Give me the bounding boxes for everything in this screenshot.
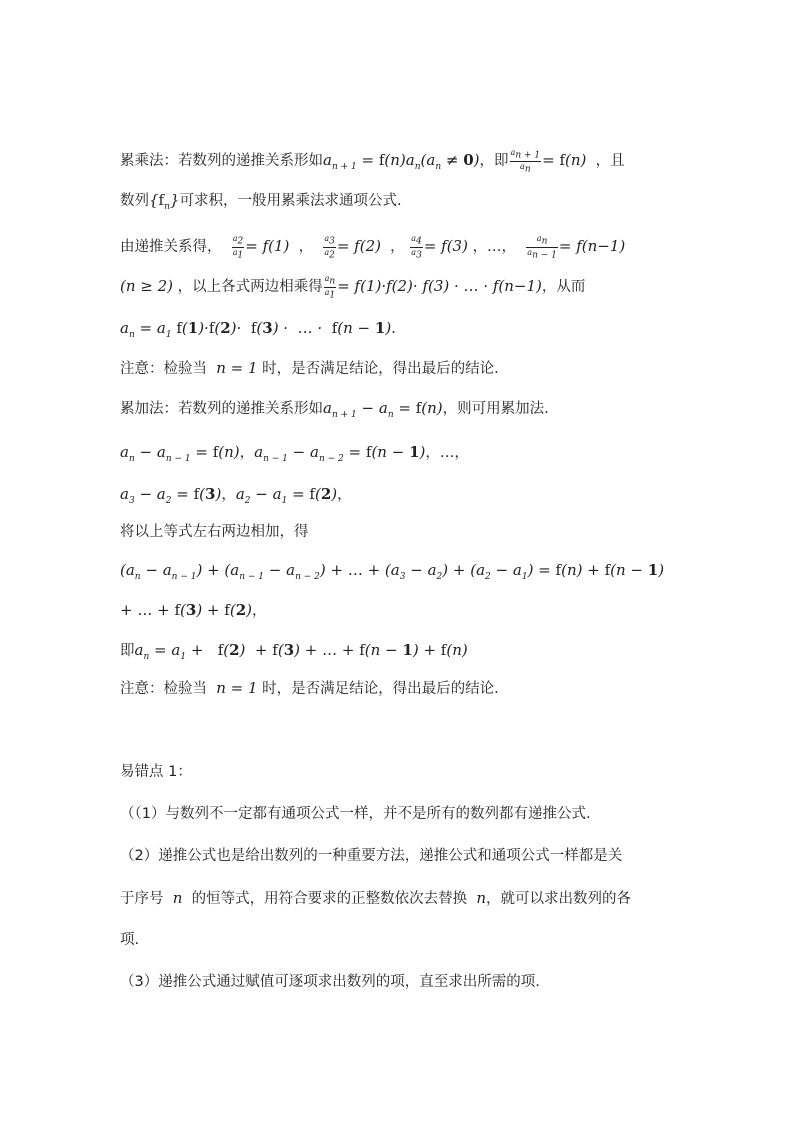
leijia-l3: 将以上等式左右两边相加，得	[120, 524, 309, 540]
leicheng-line-2	[120, 190, 402, 217]
leijia-l2: $a_3 - a_2 = f(3)$，$a_2 - a_1 = f(2)$，	[120, 485, 352, 506]
leijia-l2-math: $a_3 - a_2 = f(3)$	[120, 485, 222, 506]
fn-set: $\{f_n\}$	[149, 191, 180, 212]
pitfall-p2b	[120, 888, 631, 909]
leicheng-label: 累乘法	[120, 153, 164, 170]
note-2	[120, 678, 499, 699]
eq-2: = f(2)	[336, 237, 381, 256]
leicheng-line-1	[120, 148, 625, 177]
ratio-a2-a1: $\frac{a_2}{a_1}$	[232, 234, 244, 261]
leijia-l1-math: $a_n - a_{n - 1} = f(n)$	[120, 443, 240, 464]
note1-cond: n = 1	[216, 359, 258, 377]
leijia-l4-math: $(a_n - a_{n - 1}) + (a_{n - 1} - a_{n - 2})$ + … + $(a_3 - a_2) + (a_2 - a_1) = f(n) + f(n - 1)$	[120, 561, 665, 582]
pitfall-p2c: 项.	[120, 932, 140, 948]
result-formula: $a_n = a_1$ f(1)·f(2)· f(3) · … · f(n − 1).	[120, 319, 396, 340]
p2b-text-1: 于序号	[120, 891, 164, 907]
cond-n-ge-2: (n ≥ 2)	[120, 277, 174, 296]
pitfall-title: 易错点 1：	[120, 764, 192, 780]
leicheng-formula: $a_{n + 1} = f(n)a_n(a_n \ne 0)$	[323, 151, 480, 173]
line2-text-a: 数列	[120, 193, 149, 209]
dots: ，…，	[472, 239, 517, 256]
pitfall-p3: （3）递推公式通过赋值可逐项求出数列的项，直至求出所需的项.	[120, 974, 540, 990]
note-1	[120, 358, 499, 379]
eq-n: = f(n−1)	[558, 237, 626, 256]
note2-cond: n = 1	[216, 679, 258, 697]
ratio-a3-a2: $\frac{a_3}{a_2}$	[324, 234, 335, 261]
product-formula: = f(1)·f(2)· f(3) · … · f(n−1)	[337, 277, 542, 296]
ratio-rhs: = f(n)	[542, 151, 587, 170]
line2-text-b: 可求积，一般用累乘法求通项公式.	[179, 193, 402, 209]
pitfall-p1: （（1）与数列不一定都有通项公式一样，并不是所有的数列都有递推公式.	[120, 806, 591, 822]
leijia-l1-math2: $a_{n - 1} - a_{n - 2} = f(n - 1)$	[254, 443, 426, 464]
ratio-an-an1: $\frac{a_n}{a_{n - 1}}$	[527, 234, 557, 261]
line4-text: ，以上各式两边相乘得	[177, 279, 323, 296]
leicheng-ji: ，即	[479, 153, 509, 170]
ratio-an-a1: $\frac{a_n}{a_1}$	[324, 274, 336, 301]
leicheng-line-3: 由递推关系得， $\frac{a_2}{a_1}$ = f(1) ， $\frac{a_3}{a_2}$ = f(2) ， $\frac{a_4}{a_3}$ = f(3) ，…， $\frac{a_n}{a_{n - 1}}$ = f(n−1)	[120, 234, 626, 261]
note1-prefix: 注意：检验当	[120, 361, 207, 377]
leijia-l6-math: $a_n = a_1 + f(2) + f(3)$ + … + f(n − 1) + f(n)	[134, 641, 468, 662]
p2b-n-1: n	[172, 889, 183, 907]
leicheng-qie: ，且	[595, 153, 625, 170]
leijia-formula: $a_{n + 1} - a_n = f(n)$	[323, 399, 443, 420]
ratio-fraction: $\frac{a_{n + 1}}{a_n}$	[510, 148, 541, 175]
leijia-l5: + … + f(3) + f(2)，	[120, 601, 267, 619]
congEr: ，从而	[541, 279, 586, 296]
leicheng-intro: ：若数列的递推关系形如	[163, 153, 323, 170]
note2-suffix: 时，是否满足结论，得出最后的结论.	[262, 681, 499, 697]
p2b-text-2: 的恒等式，用符合要求的正整数依次去替换	[191, 891, 468, 907]
leijia-intro: ：若数列的递推关系形如	[163, 401, 323, 417]
note1-suffix: 时，是否满足结论，得出最后的结论.	[262, 361, 499, 377]
p2b-text-3: ，就可以求出数列的各	[486, 891, 631, 907]
leijia-l1: $a_n - a_{n - 1} = f(n)$，$a_{n - 1} - a_{n - 2} = f(n - 1)$，…，	[120, 443, 469, 464]
leijia-line-1	[120, 398, 549, 425]
note2-prefix: 注意：检验当	[120, 681, 207, 697]
leijia-l5-math: + … + f(3) + f(2)	[120, 601, 252, 619]
eq-1: = f(1)	[245, 237, 290, 256]
leicheng-line-4	[120, 274, 585, 300]
pitfall-p2a: （2）递推公式也是给出数列的一种重要方法，递推公式和通项公式一样都是关	[120, 848, 623, 864]
ratio-a4-a3: $\frac{a_4}{a_3}$	[411, 234, 422, 261]
leijia-l2-math2: $a_2 - a_1 = f(2)$	[235, 485, 338, 506]
leijia-outro: ，则可用累加法.	[442, 401, 549, 417]
leijia-l4	[120, 560, 664, 587]
leicheng-result	[120, 318, 396, 345]
line3-lead: 由递推关系得，	[120, 239, 222, 256]
leijia-l6	[120, 640, 468, 667]
eq-3: = f(3)	[423, 237, 468, 256]
leijia-l6-lead: 即	[120, 643, 135, 659]
leijia-label: 累加法	[120, 401, 164, 417]
p2b-n-2: n	[476, 889, 486, 907]
